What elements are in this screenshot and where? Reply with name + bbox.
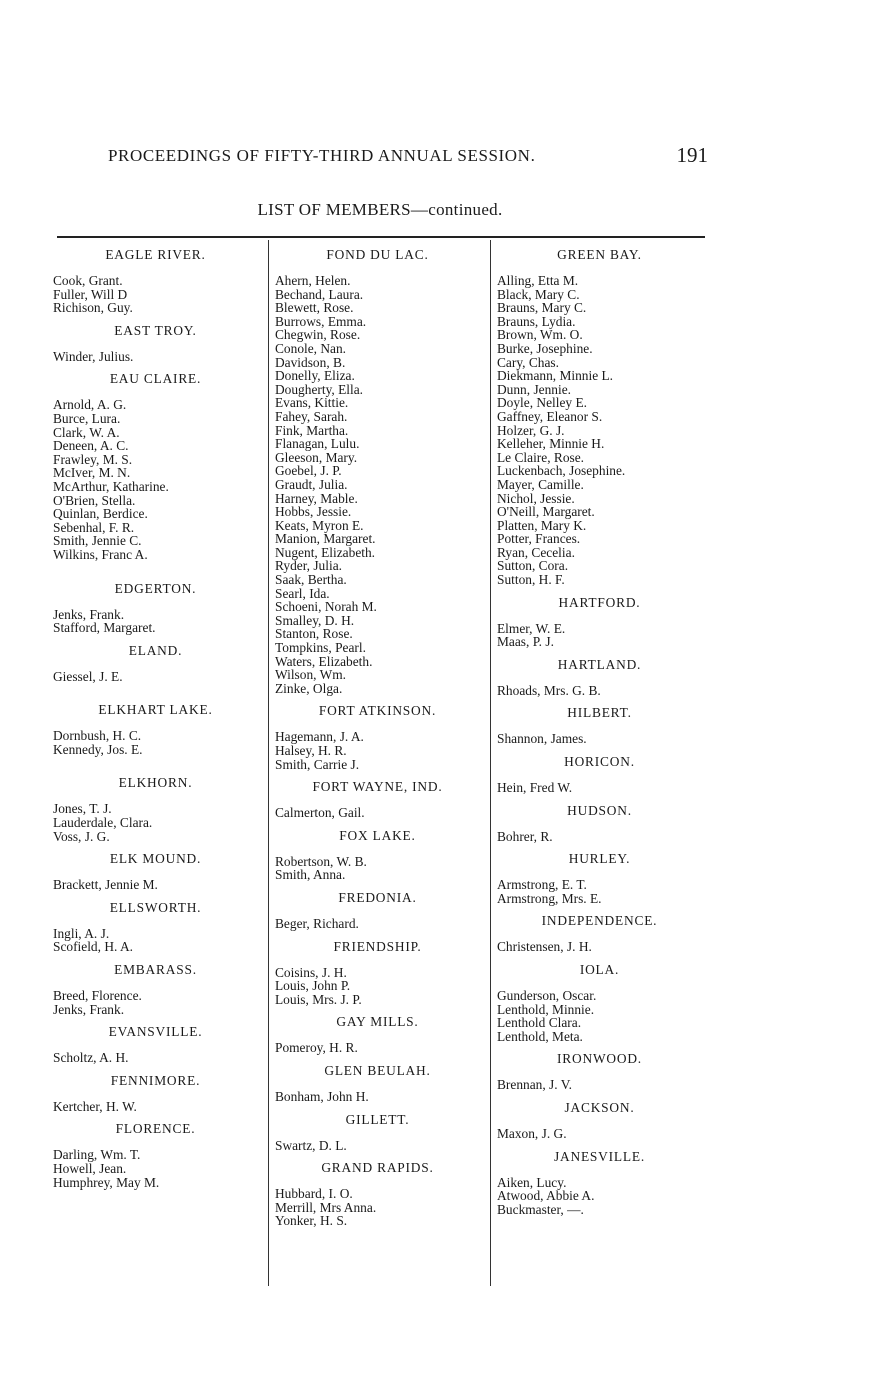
member-name: Cook, Grant.: [53, 273, 123, 288]
member-name: Bechand, Laura.: [275, 286, 364, 302]
member-name: Nugent, Elizabeth.: [275, 544, 376, 560]
member-name: Maxon, J. G.: [497, 1125, 567, 1141]
place-heading: EVANSVILLE.: [108, 1024, 203, 1040]
place-section: [275, 248, 480, 695]
member-name: Giessel, J. E.: [53, 668, 123, 684]
member-name: Cary, Chas.: [497, 354, 559, 370]
page-title: PROCEEDINGS OF FIFTY-THIRD ANNUAL SESSION.: [108, 146, 536, 165]
member-name: O'Brien, Stella.: [53, 492, 136, 508]
member-name: Smith, Carrie J.: [275, 756, 360, 772]
member-name: Smalley, D. H.: [275, 612, 355, 628]
place-heading: FORT ATKINSON.: [318, 703, 437, 719]
member-name: Lenthold, Minnie.: [497, 1001, 595, 1017]
place-section: [53, 1122, 258, 1189]
member-name: Brauns, Lydia.: [497, 313, 576, 329]
place-heading: EAU CLAIRE.: [109, 371, 202, 387]
member-name: Wilkins, Franc A.: [53, 546, 148, 562]
place-heading: HUDSON.: [567, 802, 632, 818]
member-name: Beger, Richard.: [275, 915, 359, 931]
member-name: Christensen, J. H.: [497, 939, 592, 955]
member-name: Scofield, H. A.: [53, 939, 133, 955]
member-name: Scholtz, A. H.: [53, 1050, 129, 1066]
place-section: [497, 248, 702, 587]
place-heading: ELKHART LAKE.: [98, 702, 213, 718]
place-heading: HARTLAND.: [557, 656, 642, 672]
member-name: Pomeroy, H. R.: [275, 1040, 358, 1056]
member-name: Kelleher, Minnie H.: [497, 436, 605, 452]
member-name: Ingli, A. J.: [53, 925, 110, 941]
member-name: Dougherty, Ella.: [275, 381, 364, 397]
member-name: Ryder, Julia.: [275, 558, 342, 574]
member-name: Maas, P. J.: [497, 634, 554, 650]
place-section: [53, 703, 258, 756]
member-name: Sutton, Cora.: [497, 558, 569, 574]
member-name: Sutton, H. F.: [497, 572, 565, 588]
member-name: Tompkins, Pearl.: [275, 640, 366, 656]
member-name: Ahern, Helen.: [275, 273, 351, 288]
place-section: [53, 963, 258, 1016]
place-heading: HURLEY.: [568, 851, 631, 867]
member-name: Holzer, G. J.: [497, 422, 565, 438]
place-section: [497, 914, 702, 954]
member-name: O'Neill, Margaret.: [497, 504, 595, 520]
member-name: Lenthold Clara.: [497, 1015, 582, 1031]
place-section: [53, 248, 258, 315]
member-name: Lenthold, Meta.: [497, 1028, 583, 1044]
place-heading: EMBARASS.: [114, 962, 197, 978]
place-heading: INDEPENDENCE.: [541, 913, 658, 929]
place-heading: GRAND RAPIDS.: [321, 1160, 434, 1176]
member-name: Evans, Kittie.: [275, 395, 349, 411]
member-name: Aiken, Lucy.: [497, 1174, 567, 1190]
member-name: Brauns, Mary C.: [497, 300, 587, 316]
member-name: Burrows, Emma.: [275, 313, 367, 329]
place-section: [497, 804, 702, 844]
member-name: Yonker, H. S.: [275, 1213, 348, 1229]
member-name: Brackett, Jennie M.: [53, 877, 158, 893]
member-name: Shannon, James.: [497, 731, 587, 747]
member-name: Louis, Mrs. J. P.: [275, 991, 362, 1007]
member-name: Flanagan, Lulu.: [275, 436, 360, 452]
member-name: Manion, Margaret.: [275, 531, 376, 547]
member-name: Gunderson, Oscar.: [497, 988, 597, 1003]
place-heading: ELK MOUND.: [109, 851, 202, 867]
member-name: Dunn, Jennie.: [497, 381, 572, 397]
member-name: Wilson, Wm.: [275, 667, 346, 683]
member-name: Potter, Frances.: [497, 531, 581, 547]
member-name: Fahey, Sarah.: [275, 408, 348, 424]
member-name: Platten, Mary K.: [497, 517, 587, 533]
place-section: [497, 852, 702, 905]
place-section: [275, 1015, 480, 1055]
place-heading: GAY MILLS.: [336, 1014, 419, 1030]
member-name: Stafford, Margaret.: [53, 620, 156, 636]
place-section: [53, 644, 258, 684]
place-section: [53, 372, 258, 561]
member-name: Gaffney, Eleanor S.: [497, 408, 603, 424]
section-subtitle: LIST OF MEMBERS—continued.: [257, 200, 503, 219]
member-name: Buckmaster, —.: [497, 1201, 584, 1217]
member-name: Swartz, D. L.: [275, 1137, 347, 1153]
place-heading: FORT WAYNE, IND.: [312, 779, 443, 795]
member-name: McArthur, Katharine.: [53, 478, 169, 494]
place-heading: ELAND.: [128, 642, 183, 658]
place-heading: IRONWOOD.: [557, 1051, 642, 1067]
place-section: [497, 596, 702, 649]
place-section: [275, 891, 480, 931]
place-heading: HORICON.: [564, 754, 635, 770]
place-section: [497, 1101, 702, 1141]
member-name: Halsey, H. R.: [275, 743, 347, 758]
column-divider-2: [490, 240, 491, 1286]
place-heading: FRIENDSHIP.: [333, 938, 422, 954]
member-name: Bonham, John H.: [275, 1088, 369, 1104]
member-name: Goebel, J. P.: [275, 463, 342, 479]
place-section: [53, 901, 258, 954]
place-heading: IOLA.: [579, 962, 620, 977]
place-heading: FOX LAKE.: [339, 827, 416, 843]
member-name: Sebenhal, F. R.: [53, 519, 135, 535]
place-section: [275, 704, 480, 771]
member-name: Breed, Florence.: [53, 988, 142, 1004]
place-heading: GILLETT.: [345, 1111, 410, 1127]
member-name: Darling, Wm. T.: [53, 1147, 141, 1163]
place-heading: EAST TROY.: [114, 322, 197, 338]
member-name: Le Claire, Rose.: [497, 449, 585, 465]
place-section: [275, 1064, 480, 1104]
place-heading: ELKHORN.: [118, 775, 193, 791]
member-column-3: [497, 248, 702, 1225]
member-name: Coisins, J. H.: [275, 964, 347, 980]
member-name: Merrill, Mrs Anna.: [275, 1199, 377, 1215]
member-name: Clark, W. A.: [53, 424, 120, 440]
member-name: Searl, Ida.: [275, 585, 330, 601]
member-name: Schoeni, Norah M.: [275, 599, 377, 615]
member-name: Kertcher, H. W.: [53, 1098, 137, 1114]
place-section: [497, 1150, 702, 1217]
member-name: Jenks, Frank.: [53, 1001, 125, 1017]
column-divider-1: [268, 240, 269, 1286]
place-section: [275, 780, 480, 820]
member-name: Zinke, Olga.: [275, 680, 343, 696]
member-name: Fink, Martha.: [275, 422, 349, 438]
member-name: Arnold, A. G.: [53, 397, 127, 413]
member-name: Alling, Etta M.: [497, 273, 579, 288]
place-heading: FENNIMORE.: [110, 1072, 201, 1088]
member-name: Hagemann, J. A.: [275, 729, 364, 745]
member-name: Hobbs, Jessie.: [275, 504, 352, 520]
place-section: [275, 940, 480, 1007]
member-name: Armstrong, E. T.: [497, 877, 587, 893]
member-name: Humphrey, May M.: [53, 1174, 160, 1190]
member-name: Richison, Guy.: [53, 300, 133, 316]
place-section: [275, 829, 480, 882]
member-name: Blewett, Rose.: [275, 300, 354, 316]
member-name: Brennan, J. V.: [497, 1077, 573, 1093]
place-section: [53, 1074, 258, 1114]
member-name: Armstrong, Mrs. E.: [497, 890, 602, 906]
member-name: Robertson, W. B.: [275, 853, 367, 869]
member-name: Howell, Jean.: [53, 1161, 127, 1176]
place-heading: JANESVILLE.: [554, 1148, 645, 1164]
member-name: Deneen, A. C.: [53, 438, 129, 454]
place-heading: JACKSON.: [564, 1099, 635, 1115]
page-number: 191: [676, 143, 708, 167]
place-heading: GLEN BEULAH.: [324, 1062, 431, 1078]
member-name: Diekmann, Minnie L.: [497, 368, 614, 384]
member-name: Burce, Lura.: [53, 410, 121, 426]
place-heading: ELLSWORTH.: [109, 899, 202, 915]
member-name: Smith, Anna.: [275, 867, 346, 883]
member-name: Lauderdale, Clara.: [53, 815, 153, 831]
member-name: Kennedy, Jos. E.: [53, 741, 143, 757]
member-name: Harney, Mable.: [275, 490, 358, 506]
place-section: [275, 1113, 480, 1153]
place-section: [497, 706, 702, 746]
place-heading: FREDONIA.: [338, 889, 417, 905]
place-heading: FOND DU LAC.: [326, 247, 429, 262]
member-column-2: [275, 248, 480, 1237]
member-name: Fuller, Will D: [53, 286, 128, 302]
place-section: [53, 1025, 258, 1065]
place-section: [497, 658, 702, 698]
member-name: Gleeson, Mary.: [275, 449, 358, 465]
member-name: Stanton, Rose.: [275, 626, 353, 642]
member-name: Rhoads, Mrs. G. B.: [497, 682, 601, 698]
member-name: McIver, M. N.: [53, 465, 131, 481]
member-name: Saak, Bertha.: [275, 572, 347, 588]
place-section: [497, 1052, 702, 1092]
member-name: Louis, John P.: [275, 978, 351, 994]
place-section: [275, 1161, 480, 1228]
member-name: Bohrer, R.: [497, 828, 553, 844]
member-name: Jones, T. J.: [53, 801, 112, 817]
member-name: Smith, Jennie C.: [53, 533, 142, 549]
member-name: Dornbush, H. C.: [53, 728, 142, 744]
place-section: [497, 963, 702, 1043]
member-name: Luckenbach, Josephine.: [497, 463, 626, 479]
member-name: Calmerton, Gail.: [275, 805, 365, 821]
member-name: Jenks, Frank.: [53, 606, 125, 622]
member-name: Chegwin, Rose.: [275, 327, 361, 343]
header-rule: [57, 236, 705, 238]
page-header: [108, 143, 708, 167]
place-heading: EAGLE RIVER.: [105, 247, 206, 262]
member-name: Elmer, W. E.: [497, 620, 566, 636]
member-name: Conole, Nan.: [275, 340, 347, 356]
member-name: Waters, Elizabeth.: [275, 653, 373, 669]
place-heading: EDGERTON.: [114, 580, 197, 596]
member-name: Quinlan, Berdice.: [53, 506, 148, 522]
member-name: Graudt, Julia.: [275, 476, 348, 492]
member-name: Brown, Wm. O.: [497, 327, 583, 343]
member-name: Frawley, M. S.: [53, 451, 133, 467]
member-name: Atwood, Abbie A.: [497, 1188, 595, 1204]
place-section: [53, 582, 258, 635]
member-name: Keats, Myron E.: [275, 517, 364, 533]
member-name: Winder, Julius.: [53, 348, 134, 364]
member-name: Nichol, Jessie.: [497, 490, 575, 506]
place-heading: HILBERT.: [567, 705, 632, 721]
member-column-1: [53, 248, 258, 1198]
member-name: Doyle, Nelley E.: [497, 395, 587, 411]
place-section: [53, 324, 258, 364]
place-section: [53, 852, 258, 892]
place-section: [497, 755, 702, 795]
place-heading: HARTFORD.: [558, 594, 641, 610]
member-name: Burke, Josephine.: [497, 340, 593, 356]
place-section: [53, 776, 258, 843]
member-name: Black, Mary C.: [497, 286, 580, 302]
member-name: Ryan, Cecelia.: [497, 544, 575, 560]
member-name: Hubbard, I. O.: [275, 1186, 353, 1202]
place-heading: GREEN BAY.: [557, 247, 642, 262]
member-name: Mayer, Camille.: [497, 476, 584, 492]
member-name: Davidson, B.: [275, 354, 346, 370]
member-name: Voss, J. G.: [53, 828, 110, 844]
place-heading: FLORENCE.: [115, 1121, 196, 1137]
member-name: Hein, Fred W.: [497, 780, 573, 796]
member-name: Donelly, Eliza.: [275, 368, 355, 384]
